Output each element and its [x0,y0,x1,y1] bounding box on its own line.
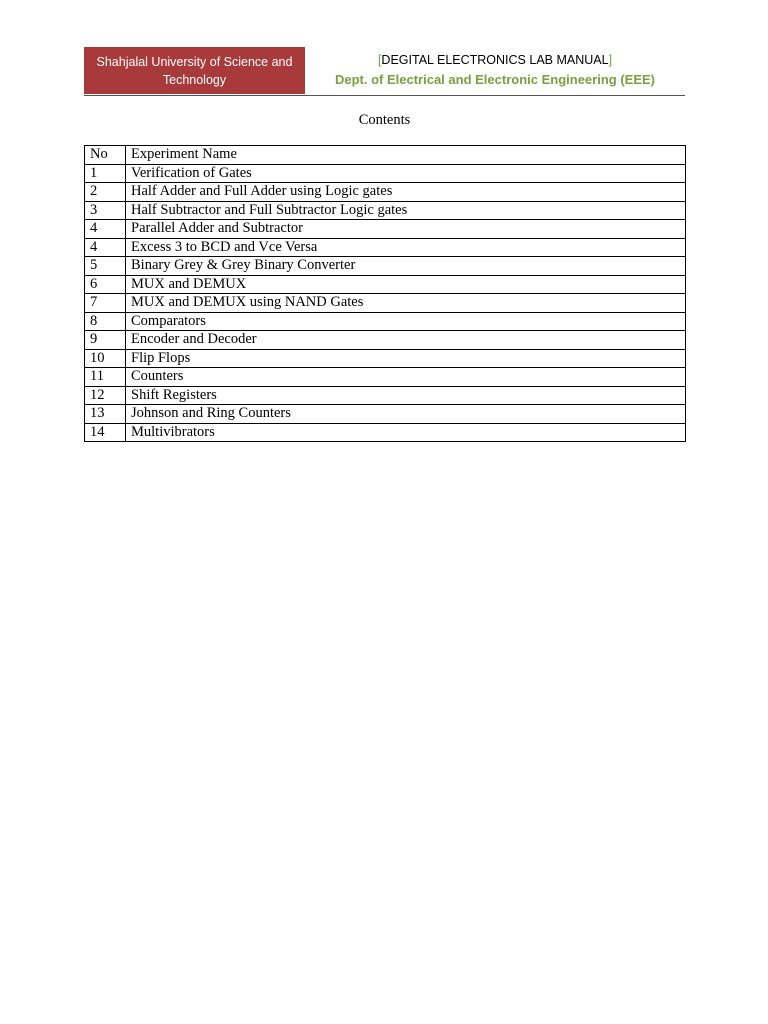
table-row [85,386,686,405]
experiment-name: Counters [126,368,686,387]
experiment-name: Binary Grey & Grey Binary Converter [126,257,686,276]
experiment-name: Parallel Adder and Subtractor [126,220,686,239]
table-row [85,312,686,331]
experiment-number: 4 [85,220,126,239]
experiment-name: Half Adder and Full Adder using Logic gates [126,183,686,202]
table-row [85,238,686,257]
experiment-number: 3 [85,201,126,220]
bracket-close: ] [608,53,613,67]
experiment-name: Excess 3 to BCD and Vce Versa [126,238,686,257]
table-row [85,257,686,276]
table-row [85,423,686,442]
experiment-name: MUX and DEMUX using NAND Gates [126,294,686,313]
experiment-number: 4 [85,238,126,257]
experiment-name: Multivibrators [126,423,686,442]
experiment-number: 1 [85,164,126,183]
university-name-line2: Technology [162,72,227,87]
experiment-name: Half Subtractor and Full Subtractor Logic gates [126,201,686,220]
contents-title: Contents [358,112,411,128]
experiment-name: MUX and DEMUX [126,275,686,294]
department-name: Dept. of Electrical and Electronic Engineering (EEE) [334,72,655,87]
header-no: No [85,146,126,165]
table-row [85,220,686,239]
experiment-name: Johnson and Ring Counters [126,405,686,424]
table-row [85,201,686,220]
experiment-name: Flip Flops [126,349,686,368]
experiment-number: 11 [85,368,126,387]
experiment-name: Verification of Gates [126,164,686,183]
header-experiment-name: Experiment Name [126,146,686,165]
contents-table [84,145,686,442]
experiment-number: 8 [85,312,126,331]
experiment-name: Encoder and Decoder [126,331,686,350]
table-row [85,368,686,387]
table-row [85,294,686,313]
university-name-box [84,47,305,94]
table-row [85,164,686,183]
manual-title [305,52,685,69]
table-row [85,405,686,424]
table-row [85,275,686,294]
experiment-number: 9 [85,331,126,350]
experiment-number: 7 [85,294,126,313]
table-row [85,183,686,202]
experiment-number: 10 [85,349,126,368]
bracket-open: [ [377,53,382,67]
table-row [85,331,686,350]
table-header-row [85,146,686,165]
experiment-number: 13 [85,405,126,424]
manual-title-text: DEGITAL ELECTRONICS LAB MANUAL [381,53,609,67]
experiment-name: Shift Registers [126,386,686,405]
page-header [84,47,685,96]
experiment-number: 12 [85,386,126,405]
table-row [85,349,686,368]
experiment-number: 5 [85,257,126,276]
experiment-name: Comparators [126,312,686,331]
experiment-number: 6 [85,275,126,294]
university-name-line1: Shahjalal University of Science and [96,54,293,69]
experiment-number: 14 [85,423,126,442]
experiment-number: 2 [85,183,126,202]
